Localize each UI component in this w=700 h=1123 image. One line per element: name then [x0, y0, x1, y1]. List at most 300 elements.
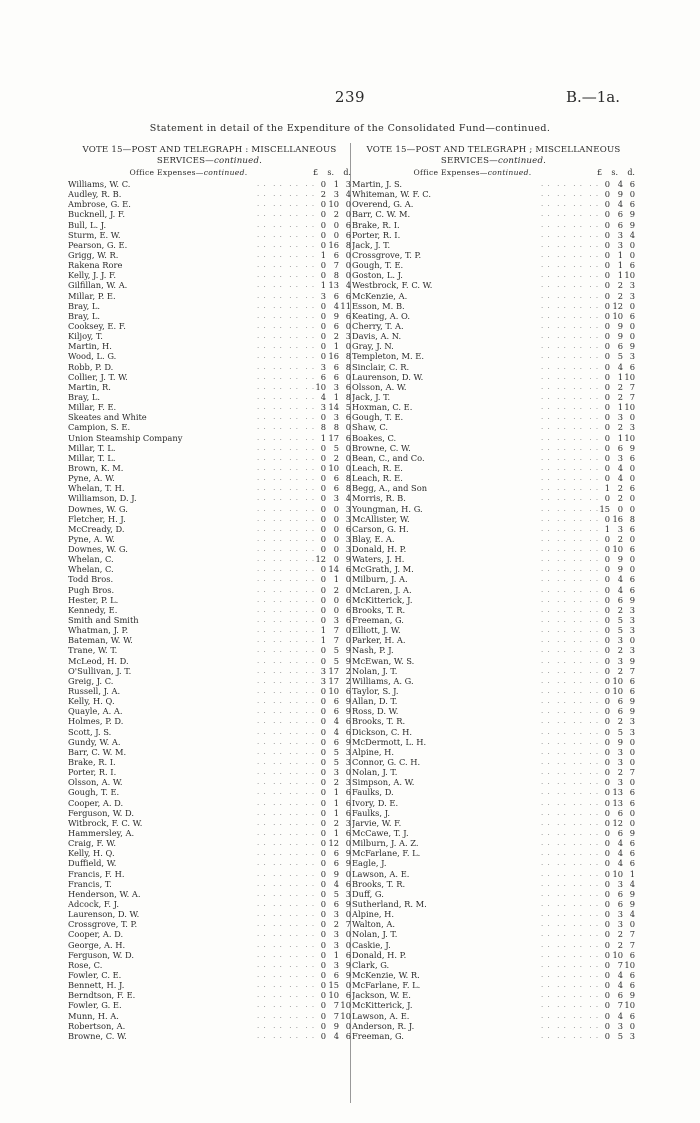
leader-dots: . . . . . . . .: [541, 200, 600, 209]
payee-name: Smith and Smith: [68, 615, 139, 626]
vote-heading-line1: VOTE 15—POST AND TELEGRAPH : MISCELLANEOUS: [82, 145, 337, 155]
payee-name: Quayle, A. A.: [68, 706, 123, 717]
ledger-row: [352, 443, 635, 453]
amount-shillings: 6: [333, 858, 340, 869]
amount-pounds: 0: [320, 898, 327, 909]
payee-name: Youngman, H. G.: [352, 503, 423, 514]
leader-dots: . . . . . . . .: [257, 717, 316, 726]
amount-pence: 6: [345, 726, 351, 737]
amount: [315, 980, 351, 990]
amount-pounds: 0: [320, 533, 327, 544]
leader-dots: . . . . . . . .: [257, 443, 316, 452]
amount: [315, 351, 351, 361]
ledger-row: [352, 1011, 635, 1021]
amount-pounds: 0: [604, 655, 611, 666]
amount-pence: 9: [629, 888, 635, 899]
amount: [315, 280, 351, 290]
leader-dots: . . . . . . . .: [257, 970, 316, 979]
amount-pounds: 0: [604, 412, 611, 423]
ledger-row: [68, 747, 351, 757]
amount-pounds: 0: [320, 503, 327, 514]
amount-pounds: 0: [320, 331, 327, 342]
ledger-row: [352, 321, 635, 331]
amount: [599, 970, 635, 980]
amount-pounds: 0: [604, 980, 611, 991]
ledger-row: [68, 777, 351, 787]
amount-pounds: 0: [320, 341, 327, 352]
amount: [315, 919, 351, 929]
amount: [599, 950, 635, 960]
ledger-row: [352, 696, 635, 706]
amount-pence: 6: [629, 584, 635, 595]
payee-name: Gough, T. E.: [352, 260, 404, 271]
leader-dots: . . . . . . . .: [541, 463, 600, 472]
amount-pence: 0: [629, 635, 635, 646]
amount: [315, 595, 351, 605]
leader-dots: . . . . . . . .: [257, 433, 316, 442]
leader-dots: . . . . . . . .: [257, 1011, 316, 1020]
payee-name: Faulks, D.: [352, 787, 394, 798]
amount: [599, 574, 635, 584]
amount: [315, 574, 351, 584]
payee-name: Porter, R. I.: [352, 229, 401, 240]
amount-shillings: 16: [612, 513, 624, 524]
amount-shillings: 5: [333, 746, 340, 757]
payee-name: Jack, J. T.: [352, 239, 391, 250]
payee-name: Todd Bros.: [68, 574, 114, 585]
payee-name: McLeod, H. D.: [68, 655, 129, 666]
leader-dots: . . . . . . . .: [257, 585, 316, 594]
payee-name: Leach, R. E.: [352, 462, 403, 473]
amount: [315, 747, 351, 757]
amount-pence: 6: [345, 615, 351, 626]
amount-shillings: 4: [617, 199, 624, 210]
amount-pence: 0: [345, 452, 351, 463]
amount-shillings: 9: [617, 564, 624, 575]
payee-name: Elliott, J. W.: [352, 625, 401, 636]
amount-pence: 4: [629, 878, 635, 889]
amount-shillings: 2: [333, 817, 340, 828]
ledger-row: [352, 645, 635, 655]
payee-name: Walton, A.: [352, 919, 395, 930]
amount-pence: 9: [629, 594, 635, 605]
amount: [599, 747, 635, 757]
payee-name: Barr, C. W. M.: [68, 746, 127, 757]
payee-name: Cooksey, E. F.: [68, 320, 126, 331]
ledger-row: [352, 179, 635, 189]
leader-dots: . . . . . . . .: [257, 1021, 316, 1030]
payee-name: Crossgrove, T. P.: [68, 919, 138, 930]
leader-dots: . . . . . . . .: [541, 960, 600, 969]
amount-pounds: 0: [604, 878, 611, 889]
leader-dots: . . . . . . . .: [257, 616, 316, 625]
amount-pounds: 0: [604, 949, 611, 960]
leader-dots: . . . . . . . .: [257, 261, 316, 270]
amount-pence: 3: [629, 422, 635, 433]
amount-pounds: 0: [604, 462, 611, 473]
amount-shillings: 3: [617, 655, 624, 666]
leader-dots: . . . . . . . .: [541, 788, 600, 797]
amount-shillings: 6: [333, 361, 340, 372]
amount-shillings: 5: [617, 351, 624, 362]
payee-name: Donald, H. P.: [352, 544, 407, 555]
payee-name: Sturm, E. W.: [68, 229, 121, 240]
leader-dots: . . . . . . . .: [541, 281, 600, 290]
payee-name: Kennedy, E.: [68, 604, 118, 615]
amount-pence: 9: [345, 706, 351, 717]
ledger-row: [68, 199, 351, 209]
amount-shillings: 13: [328, 280, 340, 291]
ledger-row: [68, 341, 351, 351]
ledger-row: [352, 534, 635, 544]
ledger-row: [68, 798, 351, 808]
payee-name: Nolan, J. T.: [352, 665, 398, 676]
vote-heading-line2: SERVICES—continued.: [440, 156, 547, 166]
payee-name: Parker, H. A.: [352, 635, 406, 646]
payee-name: Freeman, G.: [352, 615, 404, 626]
leader-dots: . . . . . . . .: [541, 595, 600, 604]
ledger-row: [352, 727, 635, 737]
payee-name: Taylor, S. J.: [352, 686, 399, 697]
amount-shillings: 3: [333, 939, 340, 950]
amount: [599, 341, 635, 351]
amount-pounds: 0: [604, 615, 611, 626]
amount-pounds: 0: [320, 574, 327, 585]
amount-shillings: 10: [328, 686, 340, 697]
amount-shillings: 6: [617, 442, 624, 453]
payee-name: Freeman, G.: [352, 1030, 404, 1041]
amount: [315, 504, 351, 514]
amount: [315, 727, 351, 737]
ledger-row: [68, 808, 351, 818]
amount-pounds: 0: [320, 767, 327, 778]
amount: [599, 179, 635, 189]
amount-shillings: 3: [333, 412, 340, 423]
payee-name: Faulks, J.: [352, 807, 391, 818]
leader-dots: . . . . . . . .: [257, 281, 316, 290]
amount-shillings: 2: [617, 716, 624, 727]
ledger-row: [68, 869, 351, 879]
leader-dots: . . . . . . . .: [257, 1001, 316, 1010]
amount-pounds: 0: [604, 919, 611, 930]
payee-name: Adcock, F. J.: [68, 898, 119, 909]
leader-dots: . . . . . . . .: [257, 463, 316, 472]
amount-pence: 6: [345, 412, 351, 423]
payee-name: McFarlane, F. L.: [352, 848, 421, 859]
payee-name: Bean, C., and Co.: [352, 452, 425, 463]
leader-dots: . . . . . . . .: [541, 565, 600, 574]
payee-name: O'Sullivan, J. T.: [68, 665, 132, 676]
amount-shillings: 9: [617, 736, 624, 747]
amount-pounds: 0: [320, 828, 327, 838]
amount-shillings: 3: [333, 959, 340, 970]
leader-dots: . . . . . . . .: [257, 707, 316, 716]
amount-pounds: 3: [320, 402, 327, 413]
ledger-row: [68, 980, 351, 990]
amount-pence: 10: [624, 1000, 635, 1011]
leader-dots: . . . . . . . .: [257, 240, 316, 249]
unit-shillings: s.: [611, 168, 619, 177]
amount-pounds: 0: [604, 929, 611, 940]
ledger-row: [352, 585, 635, 595]
amount-shillings: 3: [617, 635, 624, 646]
leader-dots: . . . . . . . .: [257, 687, 316, 696]
amount-pounds: 0: [604, 645, 611, 656]
ledger-row: [68, 483, 351, 493]
ledger-row: [352, 402, 635, 412]
amount-pence: 0: [629, 320, 635, 331]
ledger-row: [352, 260, 635, 270]
amount-pounds: 0: [604, 554, 611, 565]
amount: [599, 757, 635, 767]
amount-shillings: 0: [333, 554, 340, 565]
amount-pence: 9: [345, 969, 351, 980]
payee-name: Duff, G.: [352, 888, 384, 899]
payee-name: Rose, C.: [68, 959, 103, 970]
ledger-row: [352, 777, 635, 787]
amount-pence: 0: [345, 929, 351, 940]
amount-pence: 9: [345, 898, 351, 909]
payee-name: Blay, E. A.: [352, 533, 395, 544]
amount: [315, 443, 351, 453]
amount-pounds: 0: [320, 909, 327, 920]
amount-pence: 6: [629, 838, 635, 849]
amount-pence: 3: [629, 645, 635, 656]
amount-pence: 6: [345, 523, 351, 534]
amount-pence: 0: [629, 554, 635, 565]
payee-name: Browne, C. W.: [352, 442, 411, 453]
payee-name: Martin, J. S.: [352, 179, 402, 189]
amount-pounds: 0: [604, 848, 611, 859]
payee-name: Henderson, W. A.: [68, 888, 141, 899]
amount: [315, 645, 351, 655]
amount-pounds: 12: [315, 554, 327, 565]
amount-shillings: 7: [333, 625, 340, 636]
ledger-row: [68, 230, 351, 240]
amount-shillings: 6: [333, 696, 340, 707]
payee-name: Brooks, T. R.: [352, 604, 406, 615]
amount-pence: 3: [345, 533, 351, 544]
amount-pence: 7: [629, 381, 635, 392]
amount-pence: 10: [624, 959, 635, 970]
ledger-row: [68, 382, 351, 392]
payee-name: McFarlane, F. L.: [352, 980, 421, 991]
amount-pence: 0: [629, 807, 635, 818]
ledger-row: [352, 544, 635, 554]
amount-pence: 10: [340, 1000, 351, 1011]
amount-pence: 6: [629, 260, 635, 271]
ledger-row: [352, 889, 635, 899]
amount-pounds: 0: [320, 229, 327, 240]
amount: [315, 301, 351, 311]
payee-name: Campion, S. E.: [68, 422, 131, 433]
payee-name: McAllister, W.: [352, 513, 410, 524]
amount-pence: 1: [629, 868, 635, 879]
payee-name: Nolan, J. T.: [352, 929, 398, 940]
amount-shillings: 9: [617, 189, 624, 200]
amount-pounds: 0: [604, 858, 611, 869]
payee-name: Whelan, C.: [68, 564, 114, 575]
ledger-row: [68, 919, 351, 929]
amount-pence: 0: [345, 442, 351, 453]
ledger-row: [352, 463, 635, 473]
amount-shillings: 4: [617, 858, 624, 869]
leader-dots: . . . . . . . .: [541, 342, 600, 351]
amount: [599, 960, 635, 970]
amount: [599, 899, 635, 909]
amount-shillings: 14: [328, 402, 340, 413]
amount-shillings: 5: [333, 757, 340, 768]
amount-pounds: 0: [320, 483, 327, 494]
amount-shillings: 6: [617, 209, 624, 220]
payee-name: Lawson, A. E.: [352, 1010, 410, 1021]
ledger-row: [352, 331, 635, 341]
amount-shillings: 3: [617, 229, 624, 240]
amount-shillings: 0: [333, 544, 340, 555]
payee-name: Whiteman, W. F. C.: [352, 189, 431, 200]
amount: [599, 301, 635, 311]
amount-shillings: 5: [333, 442, 340, 453]
amount: [599, 280, 635, 290]
leader-dots: . . . . . . . .: [541, 382, 600, 391]
amount-pounds: 0: [320, 351, 327, 362]
amount-pounds: 0: [604, 189, 611, 200]
amount-pence: 0: [629, 473, 635, 484]
amount-pounds: 0: [604, 584, 611, 595]
leader-dots: . . . . . . . .: [541, 453, 600, 462]
amount-pounds: 0: [604, 807, 611, 818]
leader-dots: . . . . . . . .: [257, 798, 316, 807]
ledger-row: [352, 504, 635, 514]
ledger-row: [68, 321, 351, 331]
amount-pence: 0: [345, 341, 351, 352]
amount: [599, 869, 635, 879]
leader-dots: . . . . . . . .: [257, 413, 316, 422]
payee-name: Kelly, H. Q.: [68, 696, 115, 707]
amount-pence: 6: [345, 787, 351, 798]
leader-dots: . . . . . . . .: [541, 697, 600, 706]
amount-pence: 6: [629, 179, 635, 189]
amount-pounds: 1: [320, 249, 327, 260]
ledger-row: [68, 453, 351, 463]
amount-pence: 3: [629, 290, 635, 301]
ledger-row: [68, 848, 351, 858]
amount: [315, 706, 351, 716]
ledger-row: [68, 858, 351, 868]
amount: [315, 1031, 351, 1041]
amount: [315, 1000, 351, 1010]
payee-name: Skeates and White: [68, 412, 147, 423]
amount-pounds: 0: [604, 665, 611, 676]
amount: [599, 808, 635, 818]
amount-pence: 7: [629, 929, 635, 940]
amount-pounds: 0: [604, 513, 611, 524]
leader-dots: . . . . . . . .: [257, 392, 316, 401]
amount-shillings: 6: [617, 219, 624, 230]
ledger-row: [352, 929, 635, 939]
amount-pence: 0: [345, 767, 351, 778]
amount: [599, 605, 635, 615]
amount-pence: 8: [629, 513, 635, 524]
amount-shillings: 14: [328, 564, 340, 575]
leader-dots: . . . . . . . .: [541, 747, 600, 756]
amount-pounds: 0: [604, 726, 611, 737]
amount-shillings: 6: [617, 594, 624, 605]
amount-pounds: 6: [320, 371, 327, 382]
amount: [599, 990, 635, 1000]
amount-shillings: 6: [617, 828, 624, 838]
ledger-row: [68, 412, 351, 422]
payee-name: Allan, D. T.: [352, 696, 398, 707]
ledger-row: [68, 402, 351, 412]
payee-name: Hester, P. L.: [68, 594, 119, 605]
amount: [315, 514, 351, 524]
leader-dots: . . . . . . . .: [541, 758, 600, 767]
amount-pence: 0: [629, 249, 635, 260]
vote-heading-line2: SERVICES—continued.: [156, 156, 263, 166]
amount: [315, 534, 351, 544]
amount-pence: 6: [629, 310, 635, 321]
leader-dots: . . . . . . . .: [541, 484, 600, 493]
ledger-row: [352, 341, 635, 351]
leader-dots: . . . . . . . .: [257, 565, 316, 574]
payee-name: Hammersley, A.: [68, 828, 135, 838]
ledger-row: [352, 554, 635, 564]
amount-shillings: 10: [328, 199, 340, 210]
amount-pounds: 0: [604, 868, 611, 879]
amount: [315, 270, 351, 280]
amount-pounds: 0: [604, 310, 611, 321]
amount-pounds: 0: [320, 615, 327, 626]
ledger-row: [352, 301, 635, 311]
amount-pence: 6: [345, 310, 351, 321]
leader-dots: . . . . . . . .: [541, 514, 600, 523]
amount: [599, 767, 635, 777]
amount: [315, 493, 351, 503]
amount-pounds: 0: [320, 1020, 327, 1031]
amount-pence: 6: [629, 858, 635, 869]
amount: [599, 656, 635, 666]
amount-pounds: 0: [320, 209, 327, 220]
ledger-row: [68, 463, 351, 473]
amount-pence: 0: [629, 331, 635, 342]
amount: [599, 443, 635, 453]
leader-dots: . . . . . . . .: [257, 545, 316, 554]
amount: [315, 828, 351, 838]
ledger-row: [68, 544, 351, 554]
amount-pence: 6: [629, 969, 635, 980]
payee-name: Martin, R.: [68, 381, 111, 392]
amount-pence: 6: [345, 594, 351, 605]
amount-pounds: 0: [604, 300, 611, 311]
leader-dots: . . . . . . . .: [257, 534, 316, 543]
ledger-row: [68, 625, 351, 635]
ledger-row: [68, 818, 351, 828]
amount-shillings: 10: [612, 310, 624, 321]
amount-pence: 4: [629, 229, 635, 240]
amount-shillings: 6: [333, 706, 340, 717]
amount-pence: 6: [345, 949, 351, 960]
amount-shillings: 8: [333, 270, 340, 281]
leader-dots: . . . . . . . .: [257, 636, 316, 645]
payee-name: Bray, L.: [68, 300, 101, 311]
ledger-row: [352, 1031, 635, 1041]
amount-shillings: 5: [617, 625, 624, 636]
leader-dots: . . . . . . . .: [257, 920, 316, 929]
amount-shillings: 3: [617, 523, 624, 534]
amount-pence: 9: [345, 696, 351, 707]
amount-pounds: 0: [320, 990, 327, 1001]
